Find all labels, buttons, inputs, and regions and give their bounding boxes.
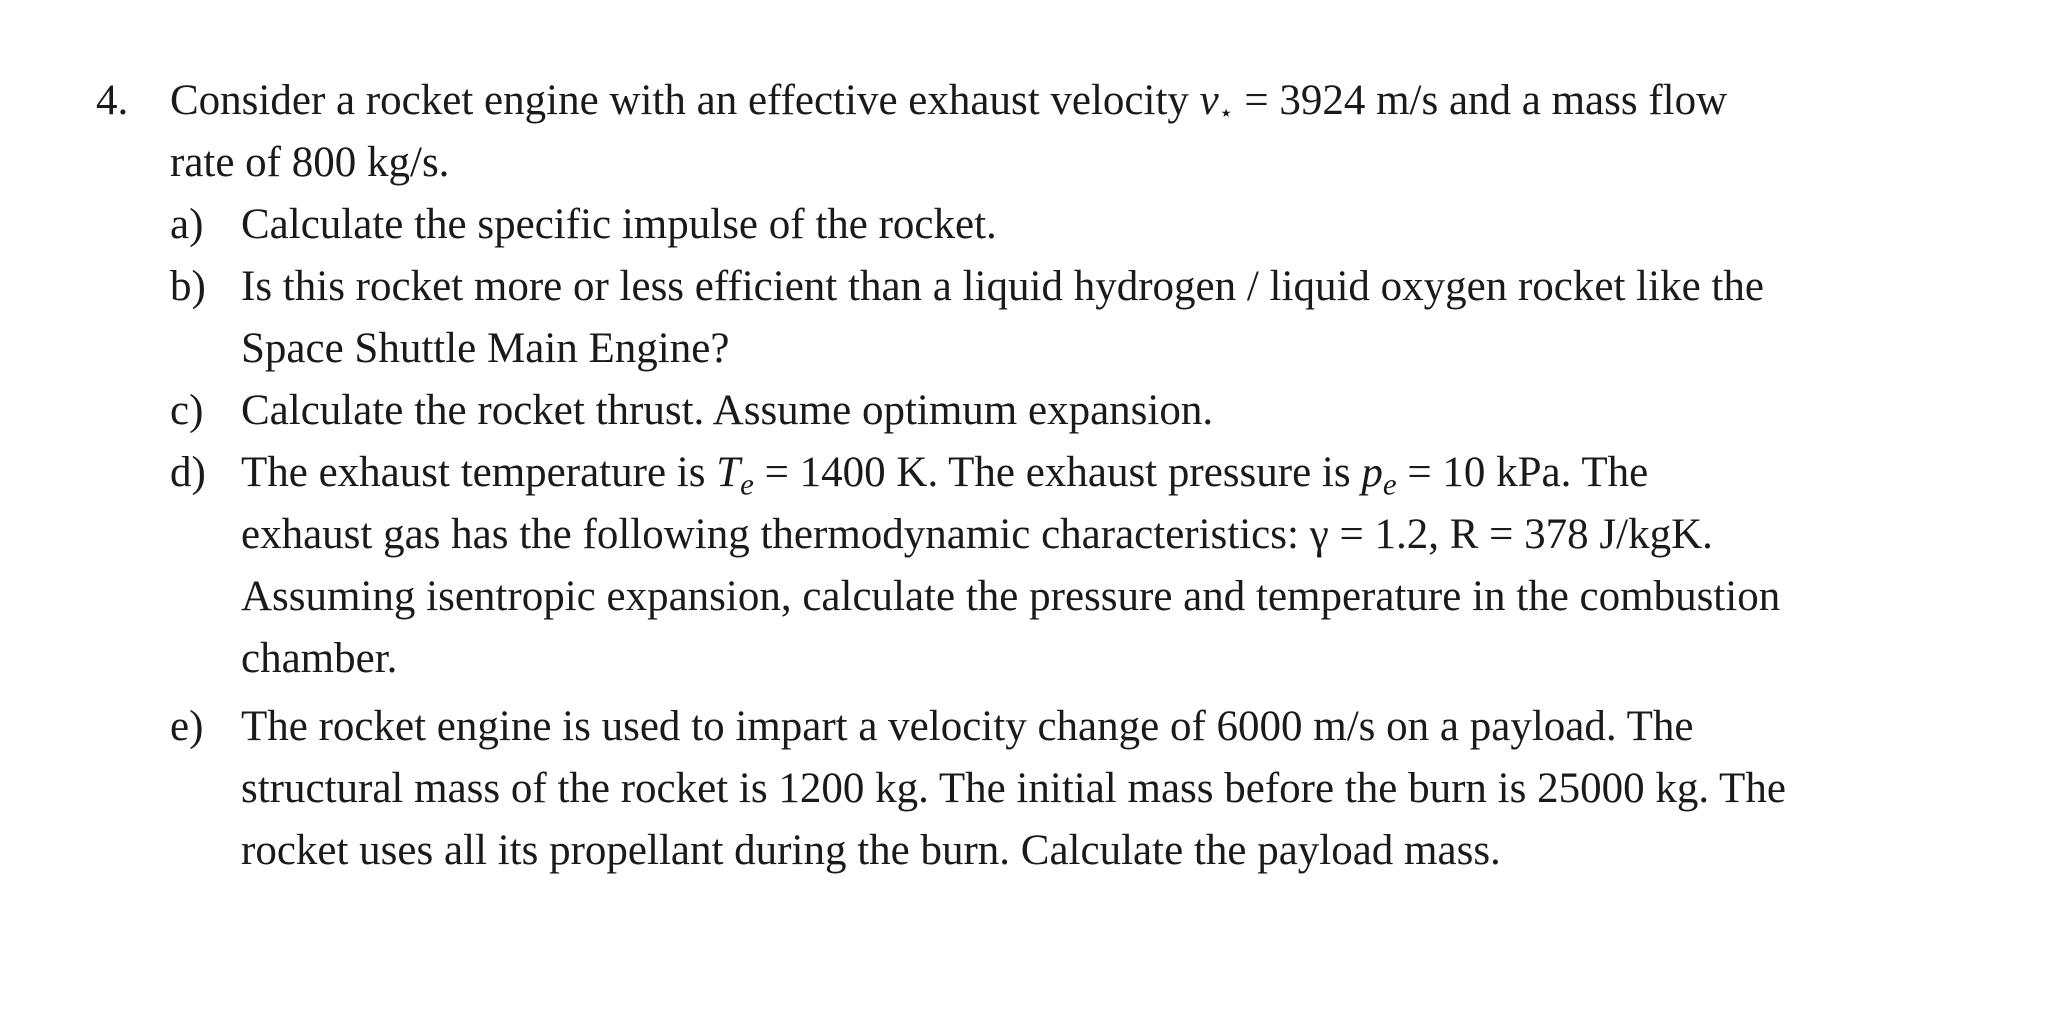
part-d-line-2: exhaust gas has the following thermodynamic characteristics: γ = 1.2, R = 378 J/kgK.: [241, 511, 1713, 558]
part-a-label: a): [170, 201, 204, 248]
part-c-label: c): [170, 387, 204, 434]
part-d-line-3: Assuming isentropic expansion, calculate the pressure and temperature in the combustion: [241, 573, 1781, 620]
exhaust-velocity-symbol: $v_⋆$: [1199, 77, 1234, 127]
part-b-text: Is this rocket more or less efficient than a liquid hydrogen / liquid oxygen rocket like the Space Shuttle Main Engine?: [241, 263, 1764, 372]
part-d-text: [241, 442, 1961, 690]
part-d-line-4: chamber.: [241, 635, 398, 682]
question-intro: [170, 70, 1976, 194]
part-e-text: The rocket engine is used to impart a velocity change of 6000 m/s on a payload. The structural mass of the rocket is 1200 kg. The initial mass before the burn is 25000 kg. The rocket uses all its propellant during the burn. Calculate the payload mass.: [241, 703, 1786, 874]
part-a: [170, 194, 1976, 256]
question-intro-line-2: rate of 800 kg/s.: [170, 139, 450, 186]
part-a-text: Calculate the specific impulse of the rocket.: [241, 201, 997, 248]
question-4: [96, 70, 1976, 194]
exhaust-pressure-symbol: $p_e$: [1361, 449, 1397, 502]
part-d: [170, 442, 1976, 690]
part-e: [170, 696, 1976, 882]
part-d-line-1: The exhaust temperature is $T_e = 1400$ K. The exhaust pressure is $p_e = 10$ kPa. The: [241, 449, 1649, 502]
exhaust-temperature-symbol: $T_e$: [716, 449, 754, 502]
part-e-label: e): [170, 703, 204, 750]
part-c-text: Calculate the rocket thrust. Assume optimum expansion.: [241, 387, 1214, 434]
part-d-label: d): [170, 449, 206, 496]
problem-document: [96, 70, 1976, 882]
part-b-label: b): [170, 263, 206, 310]
question-parts: [170, 194, 1976, 882]
part-c: [170, 380, 1976, 442]
question-intro-line-1: Consider a rocket engine with an effective exhaust velocity $v_⋆ = 3924$ m/s and a mass flow: [170, 77, 1728, 127]
question-number: 4.: [96, 77, 129, 124]
part-b: [170, 256, 1976, 380]
